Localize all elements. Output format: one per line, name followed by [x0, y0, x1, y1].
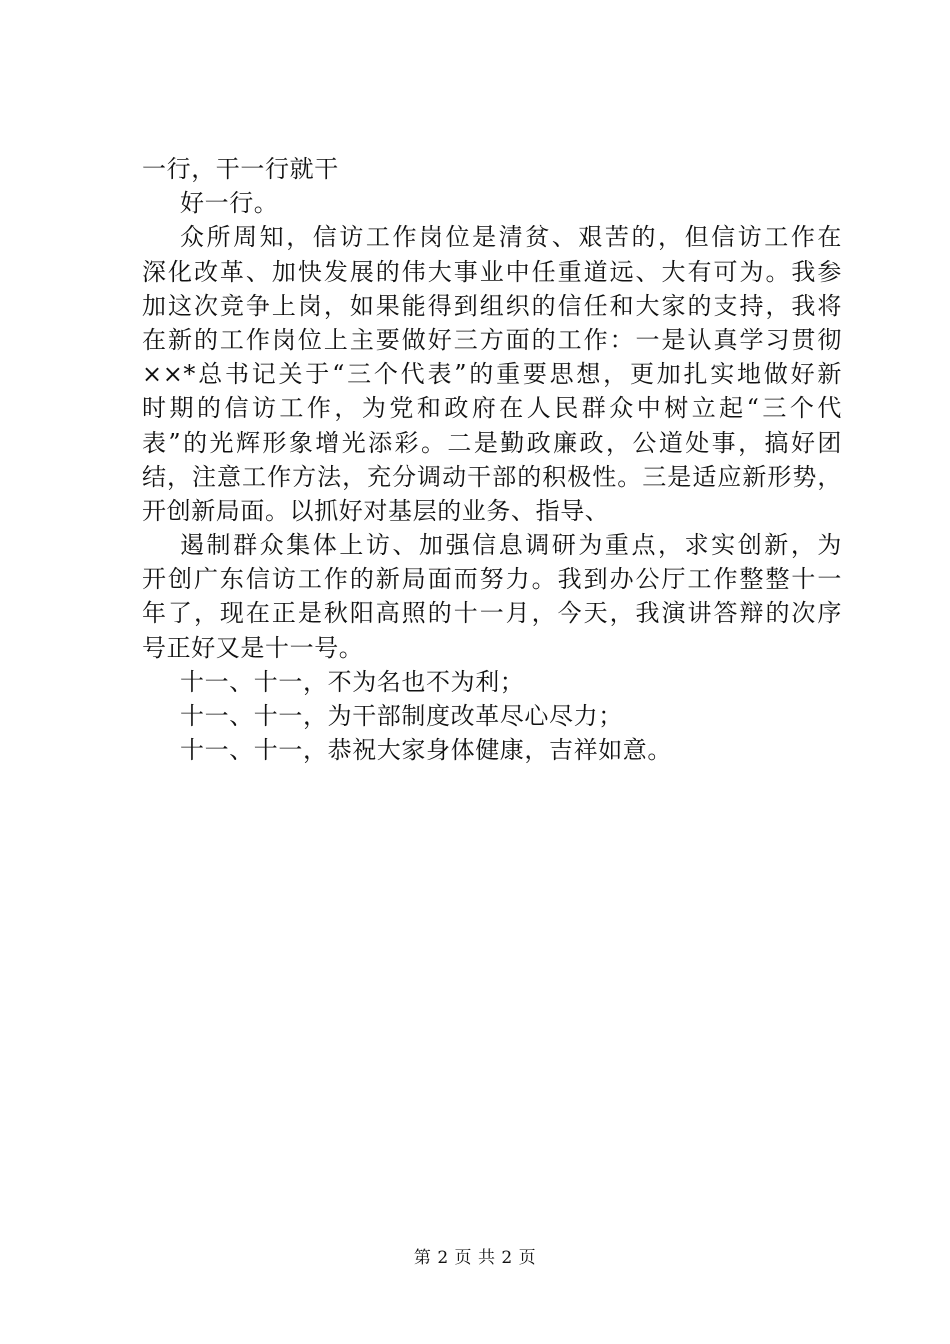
text-line: 十一、十一，为干部制度改革尽心尽力； — [180, 702, 623, 730]
text-line: 结，注意工作方法，充分调动干部的积极性。三是适应新形势， — [142, 462, 842, 491]
text-line: 时期的信访工作，为党和政府在人民群众中树立起“三个代 — [142, 394, 842, 423]
text-line: 好一行。 — [180, 189, 279, 218]
text-line: 加这次竞争上岗，如果能得到组织的信任和大家的支持，我将 — [142, 291, 842, 320]
text-line: 表”的光辉形象增光添彩。二是勤政廉政，公道处事，搞好团 — [142, 428, 842, 457]
text-line: ××*总书记关于“三个代表”的重要思想，更加扎实地做好新 — [142, 360, 842, 389]
document-body — [142, 152, 842, 767]
text-line: 开创新局面。以抓好对基层的业务、指导、 — [142, 496, 610, 525]
text-line: 十一、十一，不为名也不为利； — [180, 667, 525, 696]
text-line: 深化改革、加快发展的伟大事业中任重道远、大有可为。我参 — [142, 257, 842, 286]
text-line: 开创广东信访工作的新局面而努力。我到办公厅工作整整十一 — [142, 565, 842, 594]
text-line: 一行，干一行就干 — [142, 155, 339, 183]
text-line: 在新的工作岗位上主要做好三方面的工作：一是认真学习贯彻 — [142, 325, 842, 354]
text-line: 十一、十一，恭祝大家身体健康，吉祥如意。 — [180, 736, 672, 765]
text-line: 年了，现在正是秋阳高照的十一月，今天，我演讲答辩的次序 — [142, 599, 842, 628]
text-line: 遏制群众集体上访、加强信息调研为重点，求实创新，为 — [180, 531, 842, 560]
text-line: 号正好又是十一号。 — [142, 633, 364, 662]
text-line: 众所周知，信访工作岗位是清贫、艰苦的，但信访工作在 — [180, 223, 842, 252]
page-footer: 第 2 页 共 2 页 — [413, 1248, 537, 1268]
